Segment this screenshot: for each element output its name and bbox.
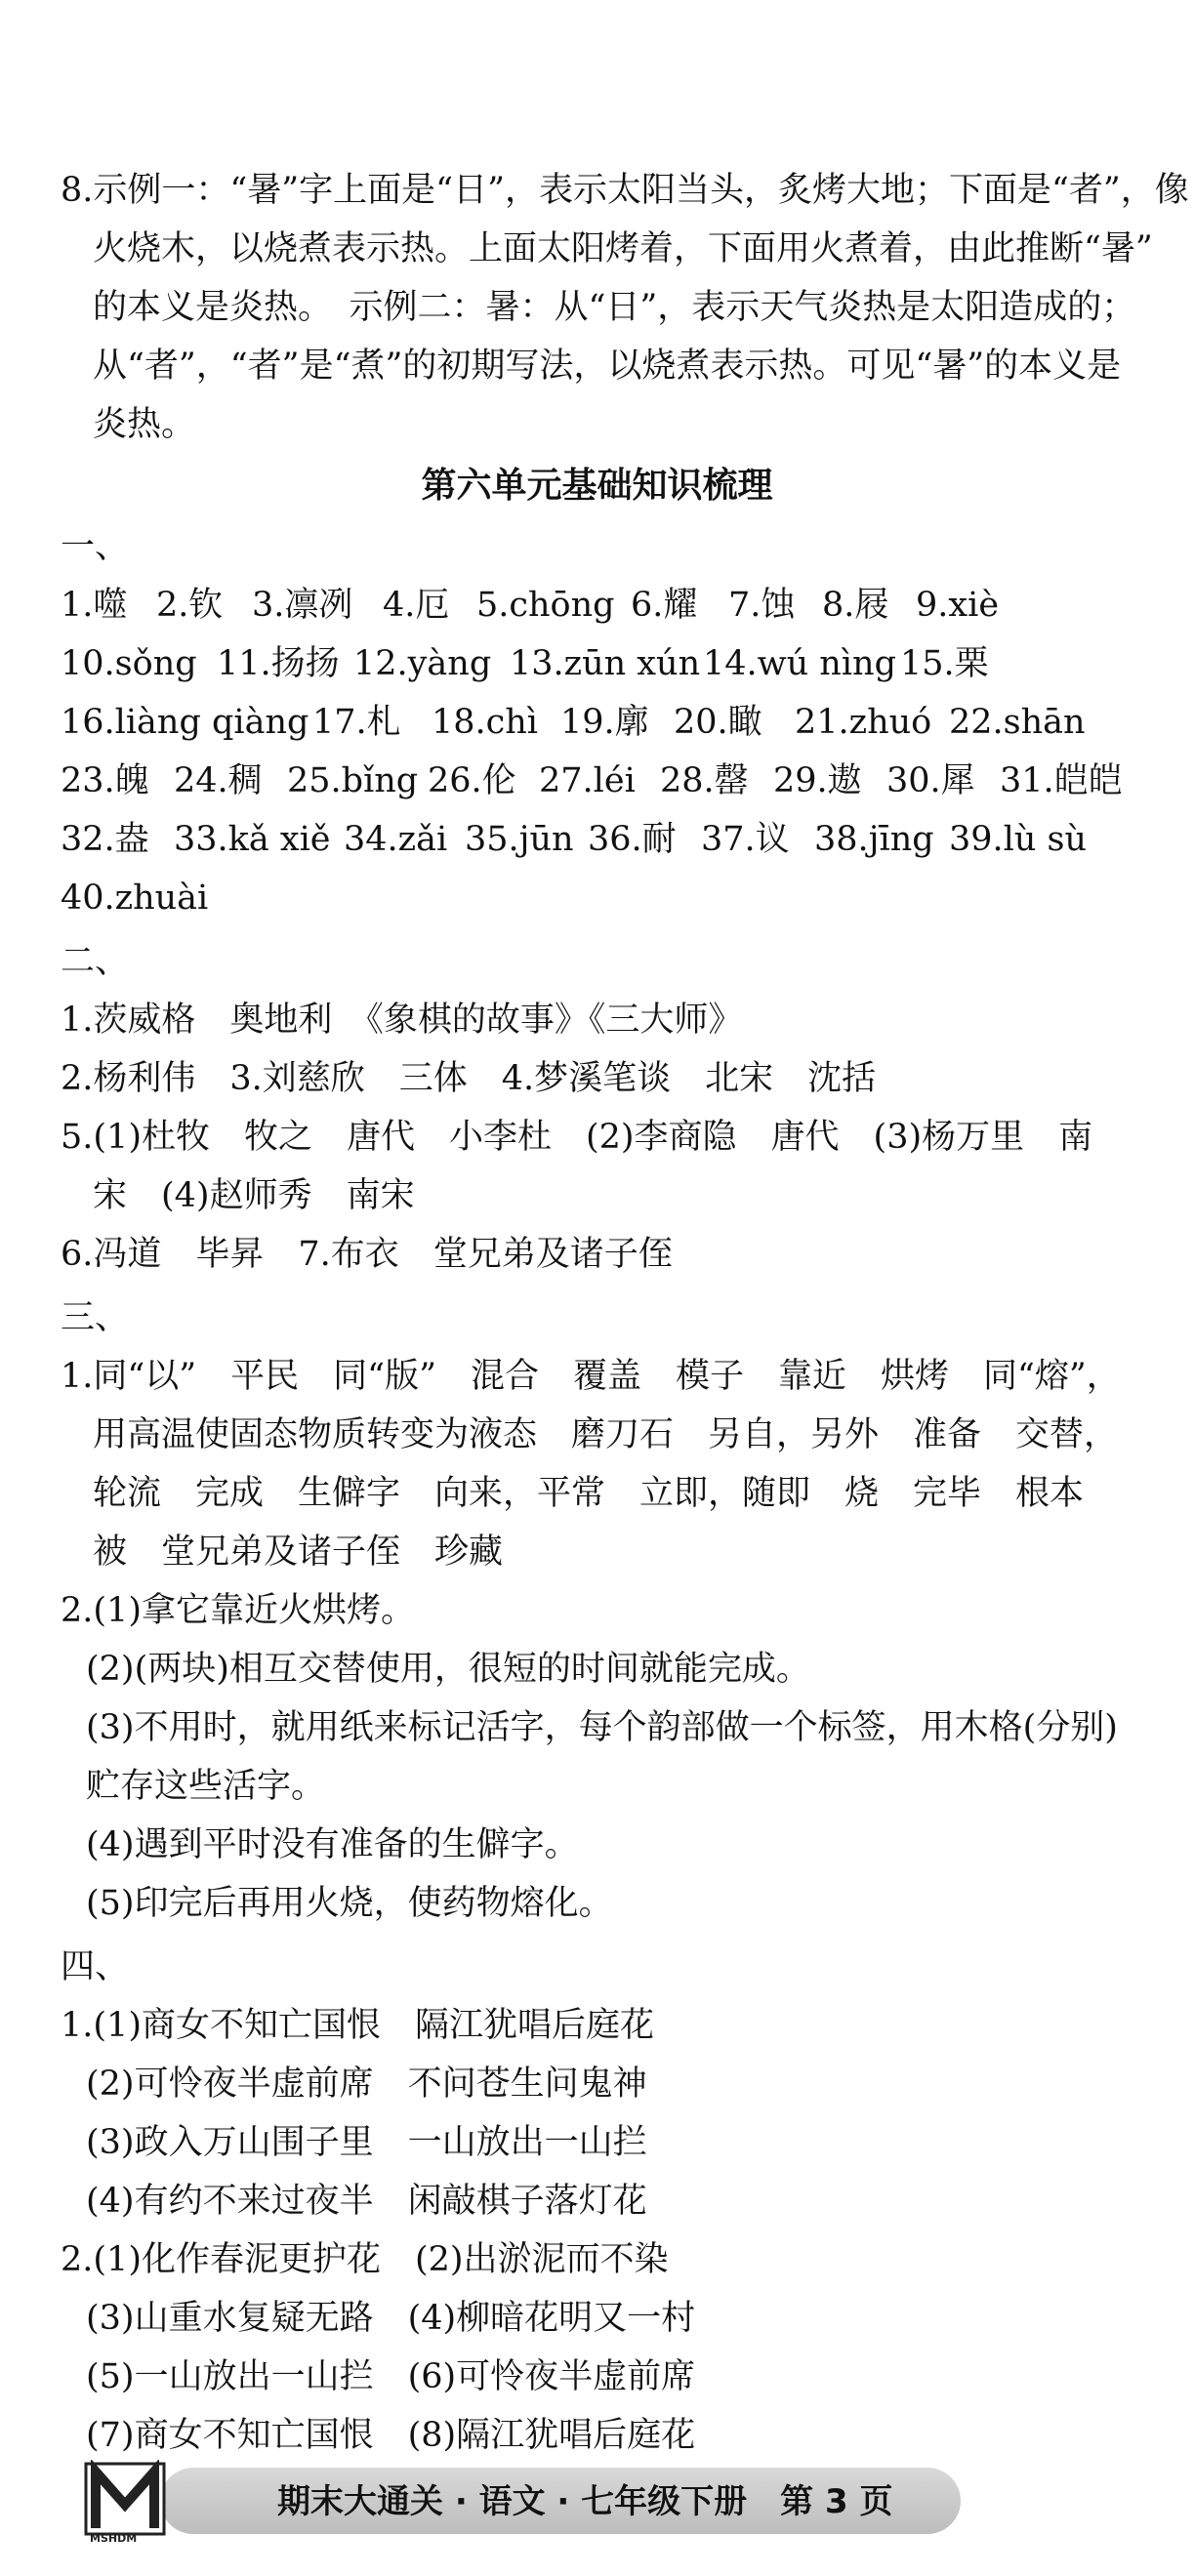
answer-23: 23.魄	[61, 761, 149, 800]
sec2-line-4: 宋 (4)赵师秀 南宋	[93, 1176, 415, 1215]
sec4-line-4: (4)有约不来过夜半 闲敲棋子落灯花	[86, 2182, 647, 2221]
sec4-line-5: 2.(1)化作春泥更护花 (2)出淤泥而不染	[61, 2240, 669, 2279]
page-footer	[82, 2460, 980, 2544]
answer-8: 8.屐	[822, 586, 889, 625]
sec4-line-8: (7)商女不知亡国恨 (8)隔江犹唱后庭花	[86, 2416, 696, 2455]
item8-line-5: 炎热。	[93, 405, 196, 444]
sec1-heading: 一、	[61, 527, 130, 566]
answer-40: 40.zhuài	[61, 879, 209, 918]
sec3-line-10: (5)印完后再用火烧，使药物熔化。	[86, 1884, 613, 1923]
answer-28: 28.罄	[660, 761, 749, 800]
sec3-line-6: (2)(两块)相互交替使用，很短的时间就能完成。	[86, 1650, 810, 1689]
sec4-heading: 四、	[61, 1947, 130, 1986]
svg-text:MSHDM: MSHDM	[90, 2532, 138, 2544]
sec4-line-6: (3)山重水复疑无路 (4)柳暗花明又一村	[86, 2299, 696, 2338]
sec2-line-1: 1.茨威格 奥地利 《象棋的故事》《三大师》	[61, 1001, 743, 1040]
answer-36: 36.耐	[588, 820, 677, 859]
answer-4: 4.厄	[383, 586, 450, 625]
answer-16: 16.liàng qiàng	[61, 703, 309, 742]
answer-5: 5.chōng	[476, 586, 615, 625]
answer-19: 19.廓	[560, 703, 649, 742]
answer-17: 17.札	[312, 703, 401, 742]
item8-line-4: 从“者”，“者”是“煮”的初期写法，以烧煮表示热。可见“暑”的本义是	[93, 347, 1122, 386]
answer-29: 29.遨	[773, 761, 862, 800]
answer-21: 21.zhuó	[795, 703, 932, 742]
answer-27: 27.léi	[539, 761, 636, 800]
sec2-heading: 二、	[61, 942, 130, 981]
sec3-line-7: (3)不用时，就用纸来标记活字，每个韵部做一个标签，用木格(分别)	[86, 1708, 1118, 1747]
sec1-row-6	[61, 869, 1144, 927]
answer-35: 35.jūn	[465, 820, 574, 859]
answer-12: 12.yàng	[353, 644, 492, 683]
answer-20: 20.瞰	[674, 703, 762, 742]
sec2-line-3: 5.(1)杜牧 牧之 唐代 小李杜 (2)李商隐 唐代 (3)杨万里 南	[61, 1118, 1093, 1157]
answer-7: 7.蚀	[728, 586, 796, 625]
sec4-line-7: (5)一山放出一山拦 (6)可怜夜半虚前席	[86, 2357, 696, 2396]
section-title: 第六单元基础知识梳理	[421, 466, 773, 506]
answer-14: 14.wú nìng	[703, 644, 896, 683]
answer-9: 9.xiè	[916, 586, 1000, 625]
sec4-line-3: (3)政入万山围子里 一山放出一山拦	[86, 2123, 647, 2162]
answer-25: 25.bǐng	[287, 761, 419, 800]
footer-text: 期末大通关 · 语文 · 七年级下册 第 3 页	[277, 2482, 893, 2521]
item8-line-1: 8.示例一：“暑”字上面是“日”，表示太阳当头，炙烤大地；下面是“者”，像	[61, 171, 1189, 210]
sec3-line-3: 轮流 完成 生僻字 向来，平常 立即，随即 烧 完毕 根本	[93, 1474, 1085, 1513]
answer-11: 11.扬扬	[217, 644, 340, 683]
answer-38: 38.jīng	[814, 820, 934, 859]
sec2-line-5: 6.冯道 毕昇 7.布衣 堂兄弟及诸子侄	[61, 1235, 673, 1274]
answer-30: 30.犀	[886, 761, 975, 800]
answer-37: 37.议	[701, 820, 790, 859]
sec3-heading: 三、	[61, 1298, 130, 1337]
answer-24: 24.稠	[174, 761, 263, 800]
sec3-line-5: 2.(1)拿它靠近火烘烤。	[61, 1591, 415, 1630]
sec3-line-2: 用高温使固态物质转变为液态 磨刀石 另自，另外 准备 交替，	[93, 1415, 1119, 1454]
sec2-line-2: 2.杨利伟 3.刘慈欣 三体 4.梦溪笔谈 北宋 沈括	[61, 1059, 877, 1098]
answer-32: 32.盎	[61, 820, 149, 859]
answer-6: 6.耀	[631, 586, 698, 625]
answer-39: 39.lù sù	[949, 820, 1088, 859]
answer-15: 15.栗	[900, 644, 989, 683]
item8-line-3: 的本义是炎热。 示例二：暑：从“日”，表示天气炎热是太阳造成的；	[93, 288, 1136, 327]
answer-33: 33.kǎ xiě	[174, 820, 331, 859]
answer-34: 34.zǎi	[344, 820, 448, 859]
sec3-line-4: 被 堂兄弟及诸子侄 珍藏	[93, 1533, 504, 1572]
sec3-line-9: (4)遇到平时没有准备的生僻字。	[86, 1825, 579, 1864]
item8-line-2: 火烧木，以烧煮表示热。上面太阳烤着，下面用火煮着，由此推断“暑”	[93, 229, 1153, 268]
sec4-line-1: 1.(1)商女不知亡国恨 隔江犹唱后庭花	[61, 2006, 654, 2045]
answer-10: 10.sǒng	[61, 644, 197, 683]
answer-31: 31.皑皑	[1000, 761, 1123, 800]
publisher-logo-icon	[82, 2460, 228, 2544]
answer-18: 18.chì	[432, 703, 538, 742]
answer-22: 22.shān	[949, 703, 1086, 742]
sec4-line-2: (2)可怜夜半虚前席 不问苍生问鬼神	[86, 2065, 647, 2104]
answer-13: 13.zūn xún	[510, 644, 701, 683]
answer-1: 1.噬	[61, 586, 128, 625]
answer-3: 3.凛冽	[252, 586, 353, 625]
sec3-line-1: 1.同“以” 平民 同“版” 混合 覆盖 模子 靠近 烘烤 同“熔”，	[61, 1357, 1121, 1396]
answer-26: 26.伦	[428, 761, 516, 800]
sec3-line-8: 贮存这些活字。	[86, 1767, 326, 1806]
answer-2: 2.钦	[156, 586, 224, 625]
